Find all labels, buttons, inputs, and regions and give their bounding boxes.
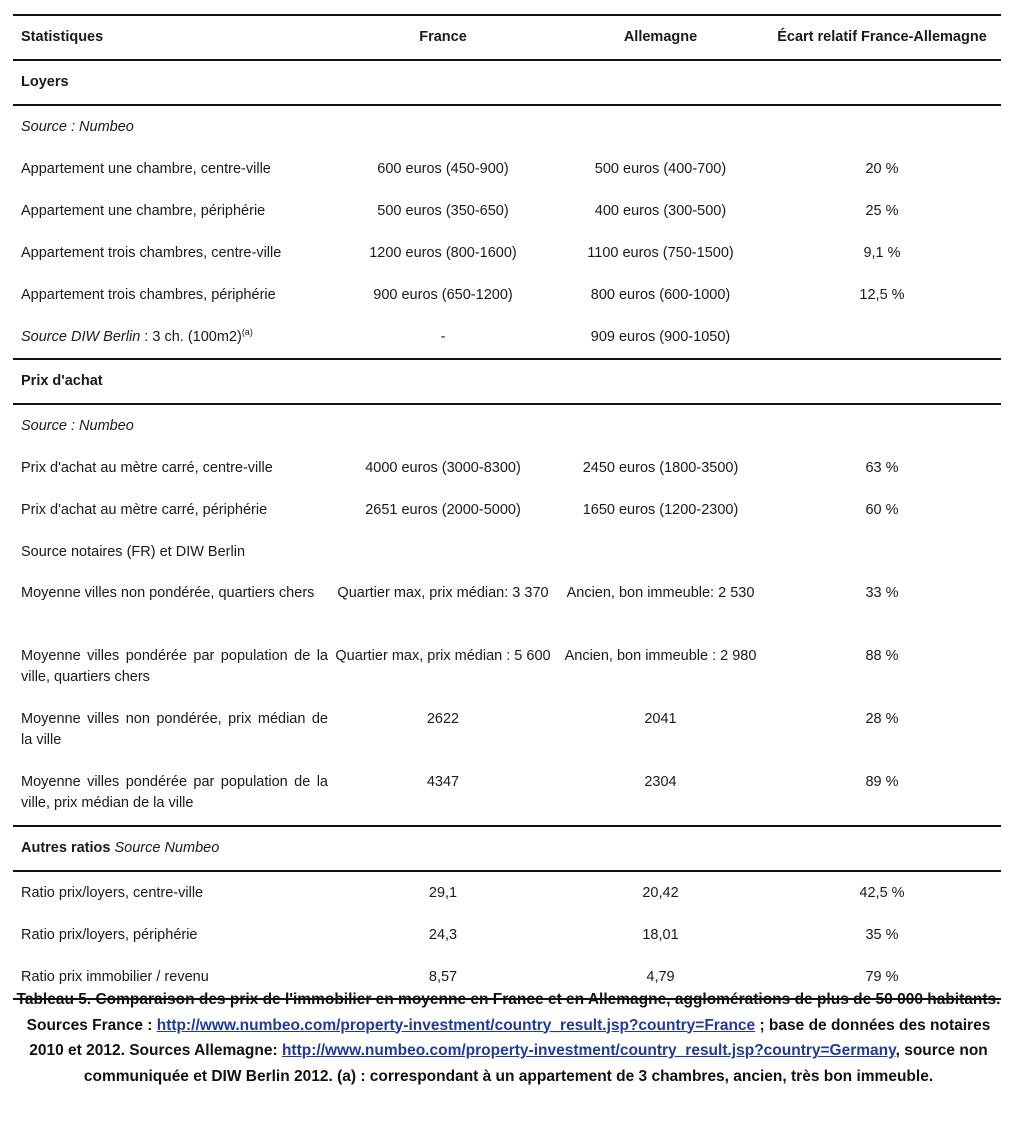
table-row <box>13 232 1001 274</box>
cell-france: Quartier max, prix médian: 3 370 <box>337 585 549 601</box>
section-title-text: Autres ratios <box>21 840 111 856</box>
cell-france: 600 euros (450-900) <box>377 160 509 177</box>
row-label: Moyenne villes non pondérée, prix médian de la ville <box>21 711 328 748</box>
cell-allemagne: 2304 <box>644 774 677 790</box>
diw-source-label: Source DIW Berlin <box>21 328 141 345</box>
caption-text-1: Tableau 5. Comparaison des prix de l'immobilier en moyenne en France et en Allemagne, agglomérations de plus de 50 000 habitants. Sources France : <box>16 991 1001 1034</box>
caption-text-2: ; base de données des notaires 2010 et 2012. Sources Allemagne: <box>29 1016 991 1059</box>
cell-ecart: 35 % <box>865 926 899 943</box>
cell-ecart: 20 % <box>865 160 899 177</box>
cell-ecart: 88 % <box>865 648 899 664</box>
table-row-diw <box>13 316 1001 358</box>
cell-france: Quartier max, prix médian : 5 600 <box>335 648 551 664</box>
source-row <box>13 531 1001 573</box>
cell-allemagne: 20,42 <box>642 884 679 901</box>
cell-france: 4000 euros (3000-8300) <box>365 459 521 476</box>
source-row <box>13 403 1001 447</box>
table-row <box>13 914 1001 956</box>
row-label: Appartement une chambre, centre-ville <box>21 160 271 177</box>
cell-ecart: 60 % <box>865 501 899 518</box>
row-label: Appartement trois chambres, périphérie <box>21 286 276 303</box>
cell-ecart: 28 % <box>865 711 899 727</box>
table-row <box>13 274 1001 316</box>
row-label: Appartement une chambre, périphérie <box>21 202 266 219</box>
table-row <box>13 573 1001 636</box>
source-label: Source : Numbeo <box>21 118 134 135</box>
cell-allemagne: 1100 euros (750-1500) <box>587 244 734 261</box>
cell-ecart: 79 % <box>865 968 899 985</box>
row-label: Prix d'achat au mètre carré, centre-ville <box>21 459 273 476</box>
table-row <box>13 148 1001 190</box>
section-autres-ratios <box>13 825 1001 870</box>
table-row <box>13 190 1001 232</box>
cell-allemagne: 2450 euros (1800-3500) <box>582 459 739 476</box>
cell-allemagne: 400 euros (300-500) <box>594 202 727 219</box>
cell-france: 4347 <box>426 774 460 790</box>
table-caption <box>16 987 1001 1089</box>
caption-text-3: , source non communiquée et DIW Berlin 2012. (a) : correspondant à un appartement de 3 chambres, ancien, très bon immeuble. <box>83 1042 988 1085</box>
table-row <box>13 762 1001 825</box>
cell-allemagne: 18,01 <box>642 926 679 943</box>
caption-link-germany[interactable]: http://www.numbeo.com/property-investment/country_result.jsp?country=Germany <box>281 1042 896 1059</box>
row-label: Ratio prix/loyers, centre-ville <box>21 884 204 901</box>
cell-ecart: 89 % <box>865 774 899 790</box>
cell-allemagne: 800 euros (600-1000) <box>590 286 731 303</box>
table-row <box>13 636 1001 699</box>
cell-ecart: 12,5 % <box>859 286 905 303</box>
table-row <box>13 489 1001 531</box>
cell-france: 2651 euros (2000-5000) <box>365 501 521 518</box>
row-label: Ratio prix/loyers, périphérie <box>21 926 198 943</box>
cell-france: 900 euros (650-1200) <box>373 286 513 303</box>
comparison-table <box>13 14 1001 1000</box>
cell-ecart: 42,5 % <box>859 884 905 901</box>
cell-france: 29,1 <box>428 884 458 901</box>
cell-france: - <box>440 328 446 345</box>
header-france: France <box>419 29 467 45</box>
cell-allemagne: Ancien, bon immeuble: 2 530 <box>566 585 755 601</box>
cell-france: 8,57 <box>428 968 458 985</box>
diw-rest-label: : 3 ch. (100m2) <box>140 328 242 345</box>
section-title: Prix d'achat <box>21 373 103 389</box>
cell-france: 500 euros (350-650) <box>377 202 509 219</box>
source-row <box>13 104 1001 148</box>
cell-allemagne: 500 euros (400-700) <box>594 160 727 177</box>
section-loyers <box>13 59 1001 104</box>
section-title <box>13 838 328 859</box>
cell-allemagne: 4,79 <box>646 968 675 985</box>
header-statistiques: Statistiques <box>21 29 104 45</box>
cell-allemagne: 1650 euros (1200-2300) <box>582 501 739 518</box>
row-label: Ratio prix immobilier / revenu <box>21 968 209 985</box>
cell-france: 2622 <box>426 711 460 727</box>
section-title-source: Source Numbeo <box>110 840 220 856</box>
row-label: Moyenne villes pondérée par population de la ville, quartiers chers <box>21 648 328 685</box>
cell-ecart: 9,1 % <box>863 244 901 261</box>
cell-allemagne: 909 euros (900-1050) <box>590 328 731 345</box>
section-title: Loyers <box>21 74 69 90</box>
header-allemagne: Allemagne <box>623 29 698 45</box>
caption-link-france[interactable]: http://www.numbeo.com/property-investment/country_result.jsp?country=France <box>156 1016 756 1034</box>
section-prix-achat <box>13 358 1001 403</box>
row-label: Moyenne villes pondérée par population de la ville, prix médian de la ville <box>21 774 328 811</box>
row-label: Prix d'achat au mètre carré, périphérie <box>21 501 268 518</box>
cell-allemagne: 2041 <box>644 711 677 727</box>
table-header-row <box>13 14 1001 59</box>
row-label: Appartement trois chambres, centre-ville <box>21 244 282 261</box>
table-row <box>13 870 1001 914</box>
footnote-marker: (a) <box>241 326 253 337</box>
source-label: Source notaires (FR) et DIW Berlin <box>21 543 246 560</box>
table-row <box>13 447 1001 489</box>
cell-france: 24,3 <box>428 926 458 943</box>
cell-france: 1200 euros (800-1600) <box>369 244 517 261</box>
cell-ecart: 33 % <box>865 585 899 601</box>
cell-ecart: 25 % <box>865 202 899 219</box>
header-ecart: Écart relatif France-Allemagne <box>777 29 987 45</box>
source-label: Source : Numbeo <box>21 417 134 434</box>
table-row <box>13 699 1001 762</box>
row-label: Moyenne villes non pondérée, quartiers chers <box>21 585 315 601</box>
cell-ecart: 63 % <box>865 459 899 476</box>
cell-allemagne: Ancien, bon immeuble : 2 980 <box>564 648 757 664</box>
row-label <box>13 327 328 348</box>
